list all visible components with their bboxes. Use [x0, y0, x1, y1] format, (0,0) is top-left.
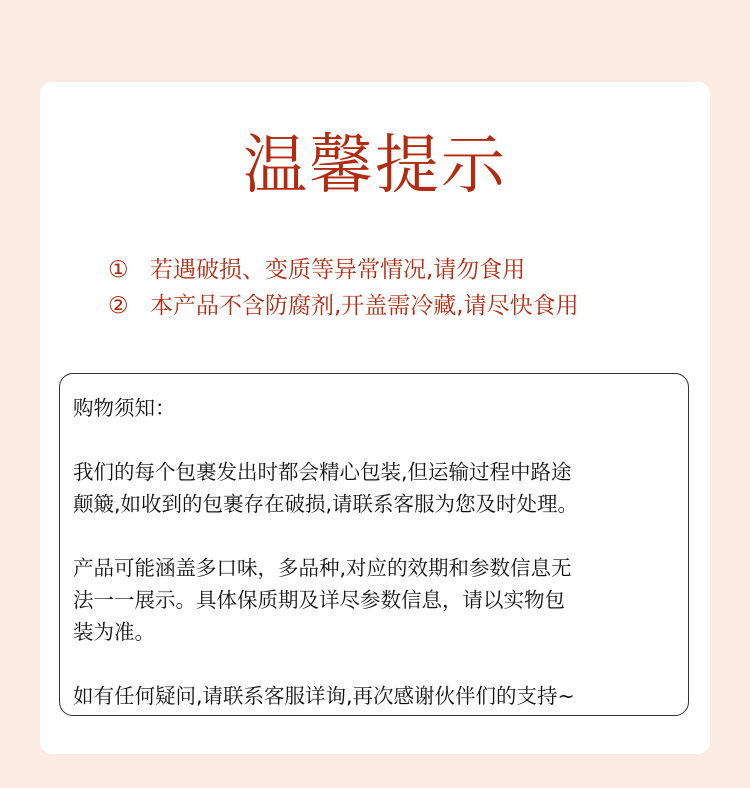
page-title: 温馨提示	[243, 129, 507, 203]
tips-list	[108, 252, 708, 324]
shopping-notice-box	[59, 373, 689, 716]
tip-number: ①	[108, 257, 129, 283]
tip-text: 本产品不含防腐剂,开盖需冷藏,请尽快食用	[150, 293, 579, 319]
notice-heading: 购物须知：	[73, 396, 176, 420]
notice-paragraph: 产品可能涵盖多口味，多品种,对应的效期和参数信息无 法一一展示。具体保质期及详尽参数信息，请以实物包 装为准。	[73, 556, 572, 644]
tip-text: 若遇破损、变质等异常情况,请勿食用	[150, 257, 526, 283]
tip-number: ②	[108, 293, 129, 319]
notice-paragraph: 如有任何疑问,请联系客服详询,再次感谢伙伴们的支持~	[73, 684, 575, 708]
tip-item	[108, 288, 708, 324]
tip-item	[108, 252, 708, 288]
notice-paragraph: 我们的每个包裹发出时都会精心包装,但运输过程中路途 颠簸,如收到的包裹存在破损,请联系客服为您及时处理。	[73, 460, 579, 516]
